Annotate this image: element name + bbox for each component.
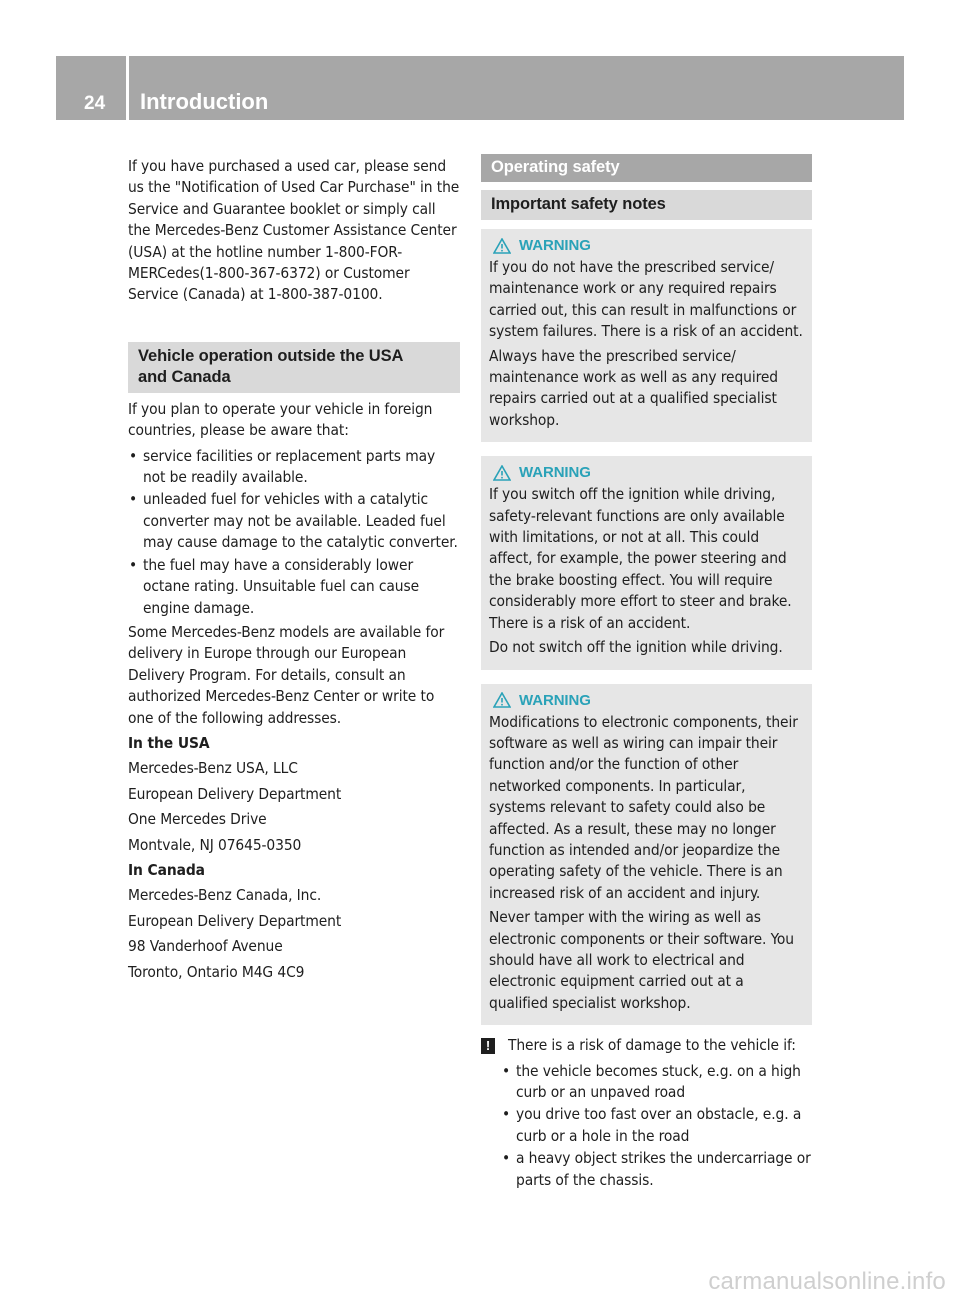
warning-box <box>481 684 812 1026</box>
foreign-intro: If you plan to operate your vehicle in foreign countries, please be aware that: <box>128 399 433 440</box>
section-heading-vehicle-operation <box>128 342 460 393</box>
list-item: • the vehicle becomes stuck, e.g. on a high curb or an unpaved road <box>501 1061 812 1104</box>
watermark: carmanualsonline.info <box>708 1268 946 1295</box>
address-line: 98 Vanderhoof Avenue <box>128 937 283 956</box>
address-line: Mercedes-Benz USA, LLC <box>128 759 298 778</box>
warning-text: Do not switch off the ignition while driving. <box>489 638 783 657</box>
foreign-bullets <box>128 446 460 619</box>
right-column <box>481 154 812 1194</box>
list-item: • unleaded fuel for vehicles with a catalytic converter may not be available. Leaded fuel may cause damage to the catalytic converter. <box>128 489 460 553</box>
exclamation-icon: ! <box>481 1038 495 1054</box>
subsection-heading-safety-notes: Important safety notes <box>481 190 812 220</box>
warning-text: If you do not have the prescribed service/ maintenance work or any required repairs carried out, this can result in malfunctions or system failures. There is a risk of an accident. <box>489 258 803 341</box>
section-heading-operating-safety: Operating safety <box>481 154 812 182</box>
list-item: • you drive too fast over an obstacle, e.g. a curb or a hole in the road <box>501 1104 812 1147</box>
address-line: Toronto, Ontario M4G 4C9 <box>128 962 305 981</box>
address-line: European Delivery Department <box>128 784 342 803</box>
warning-title <box>489 235 804 256</box>
section-heading-line1: Vehicle operation outside the USA <box>138 346 404 365</box>
warning-box <box>481 229 812 442</box>
warning-text: If you switch off the ignition while driving, safety-relevant functions are only available with limitations, or not at all. This could affect, for example, the power steering and the brake boosting effect. You will require considerably more effort to steer and brake. There is a risk of an accident. <box>489 485 792 632</box>
address-line: European Delivery Department <box>128 911 342 930</box>
warning-box <box>481 456 812 669</box>
list-item: • the fuel may have a considerably lower octane rating. Unsuitable fuel can cause engine damage. <box>128 555 460 619</box>
warning-triangle-icon <box>493 465 511 481</box>
warning-title <box>489 690 804 711</box>
damage-bullets <box>481 1061 812 1191</box>
warning-label: WARNING <box>519 464 591 482</box>
warning-text: Modifications to electronic components, their software as well as wiring can impair their function and/or the function of other networked components. In particular, systems relevant to safety could also be affected. As a result, these may no longer function as intended and/or jeopardize the operating safety of the vehicle. There is an increased risk of an accident and injury. <box>489 712 798 902</box>
warning-label: WARNING <box>519 691 591 709</box>
address-line: One Mercedes Drive <box>128 810 267 829</box>
left-column <box>128 156 460 987</box>
warning-title <box>489 462 804 483</box>
canada-heading: In Canada <box>128 860 205 879</box>
list-item: • a heavy object strikes the undercarriage or parts of the chassis. <box>501 1148 812 1191</box>
address-line: Montvale, NJ 07645-0350 <box>128 835 302 854</box>
warning-triangle-icon <box>493 692 511 708</box>
section-heading-line2: and Canada <box>138 367 231 386</box>
page-number: 24 <box>84 93 106 114</box>
address-line: Mercedes-Benz Canada, Inc. <box>128 886 322 905</box>
damage-intro: There is a risk of damage to the vehicle if: <box>508 1036 796 1055</box>
warning-triangle-icon <box>493 238 511 254</box>
used-car-paragraph: If you have purchased a used car, please send us the "Notification of Used Car Purchase" in the Service and Guarantee booklet or simply call the Mercedes-Benz Customer Assistance Center (USA) at the hotline number 1-800-FOR-MERCedes(1-800-367-6372) or Customer Service (Canada) at 1-800-387-0100. <box>128 157 460 304</box>
warning-text: Always have the prescribed service/ maintenance work as well as any required repairs carried out at a qualified specialist workshop. <box>489 346 778 429</box>
header-divider <box>126 56 129 120</box>
damage-note <box>481 1035 812 1056</box>
chapter-title: Introduction <box>140 89 269 114</box>
warning-label: WARNING <box>519 237 591 254</box>
warning-text: Never tamper with the wiring as well as electronic components or their software. You should have all work to electrical and electronic equipment carried out at a qualified specialist workshop. <box>489 908 794 1012</box>
delivery-paragraph: Some Mercedes-Benz models are available for delivery in Europe through our European Delivery Program. For details, consult an authorized Mercedes-Benz Center or write to one of the following addresses. <box>128 622 445 727</box>
list-item: • service facilities or replacement parts may not be readily available. <box>128 446 460 489</box>
usa-heading: In the USA <box>128 733 210 752</box>
